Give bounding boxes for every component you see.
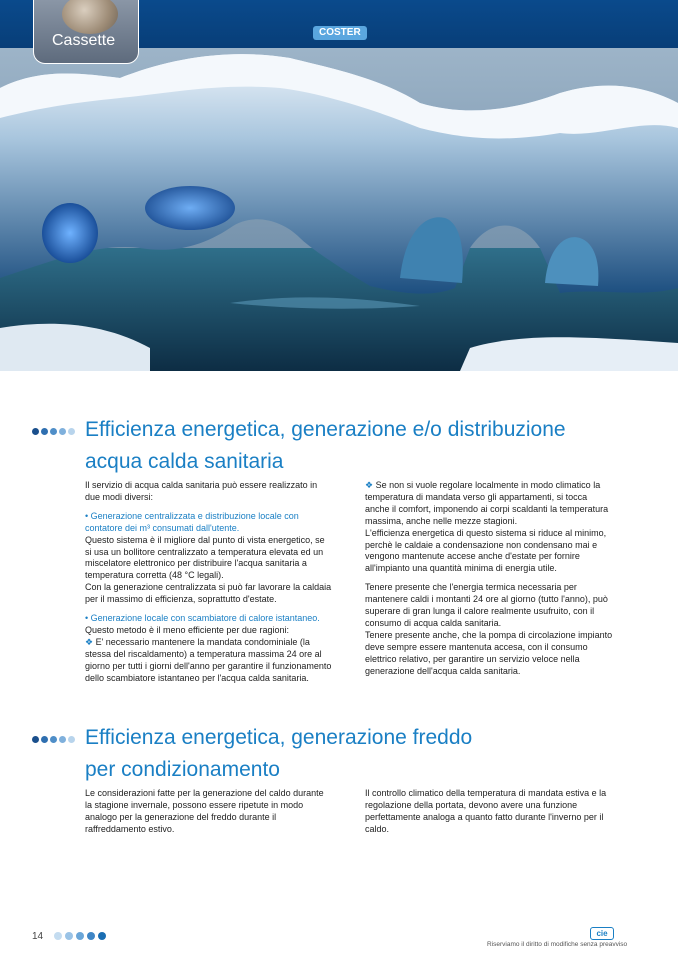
title-line: per condizionamento — [85, 758, 280, 781]
bullet-heading: • Generazione locale con scambiatore di calore istantaneo. — [85, 613, 320, 624]
dot — [59, 428, 66, 435]
dot — [54, 932, 62, 940]
dot — [68, 428, 75, 435]
body-paragraph: Il controllo climatico della temperatura di mandata estiva e la regolazione della portata, devono avere una funzione perfettamente analoga a quanto fatto durante l'inverno per il caldo. — [365, 788, 607, 834]
dot — [50, 736, 57, 743]
dot — [32, 736, 39, 743]
title-line: Efficienza energetica, generazione freddo — [85, 726, 473, 749]
section1-right-column — [365, 480, 613, 678]
body-paragraph: Le considerazioni fatte per la generazione del caldo durante la stagione invernale, possono essere ripetute in modo analogo per la generazione del freddo durante il raffreddamento estivo. — [85, 788, 324, 834]
body-paragraph: Con la generazione centralizzata si può far lavorare la caldaia per il massimo di efficienza, soprattutto d'estate. — [85, 582, 332, 605]
dot — [76, 932, 84, 940]
dot — [59, 736, 66, 743]
iceberg-illustration — [0, 48, 678, 371]
title-bullet-dots-1 — [32, 428, 75, 435]
section-title-freddo — [85, 722, 625, 786]
dot — [98, 932, 106, 940]
list-item-text: Se non si vuole regolare localmente in modo climatico la temperatura di mandata verso gli appartamenti, si tocca anche il comfort, imponendo ai corpi scaldanti la temperatura massima, anche nelle mezze stagioni. — [365, 480, 609, 526]
dot — [50, 428, 57, 435]
dot — [41, 428, 48, 435]
dot — [68, 736, 75, 743]
disclaimer-text: Riserviamo il diritto di modifiche senza preavviso — [487, 941, 628, 948]
diamond-bullet-icon: ❖ — [85, 636, 94, 647]
list-item — [365, 480, 613, 528]
list-item — [85, 637, 333, 685]
title-line: Efficienza energetica, generazione e/o distribuzione — [85, 418, 566, 441]
title-bullet-dots-2 — [32, 736, 75, 743]
dot — [41, 736, 48, 743]
cie-logo: cie — [590, 927, 614, 940]
footer-dots — [54, 932, 106, 940]
body-paragraph: L'efficienza energetica di questo sistema si riduce al minimo, perchè le caldaie a condensazione non condensano mai e vengono mantenute accese anche d'estate per fornire all'impianto una quantità minima di energia utile. — [365, 527, 607, 574]
brand-badge: COSTER — [313, 26, 367, 40]
body-paragraph: Tenere presente che l'energia termica necessaria per mantenere caldi i montanti 24 ore al giorno (tutto l'anno), può superare di gran lunga il calore realmente usufruito, con il consumo di acqua calda sanitaria. — [365, 582, 608, 628]
body-paragraph: Questo sistema è il migliore dal punto di vista energetico, se si usa un bollitore centralizzato a temperatura elevata ed un miscelatore elettronico per distribuire l'acqua sanitaria a temperatura corretta (48 °C legali). — [85, 534, 325, 581]
intro-paragraph: Il servizio di acqua calda sanitaria può essere realizzato in due modi diversi: — [85, 480, 318, 502]
body-paragraph: Tenere presente anche, che la pompa di circolazione impianto deve sempre essere mantenuta accesa, con il consumo elettrico relativo, per garantire un servizio veloce nella generazione dell'acqua calda sanitaria. — [365, 629, 613, 676]
body-paragraph: Questo metodo è il meno efficiente per due ragioni: — [85, 624, 289, 635]
dot — [65, 932, 73, 940]
section-title-acqua-calda — [85, 414, 625, 478]
page-number: 14 — [32, 931, 44, 942]
section2-right-column — [365, 788, 613, 836]
bullet-heading: • Generazione centralizzata e distribuzione locale con contatore dei m³ consumati dall'utente. — [85, 510, 299, 533]
diamond-bullet-icon: ❖ — [365, 480, 374, 490]
hero-image-iceberg — [0, 48, 678, 371]
tab-label: Cassette — [52, 32, 116, 49]
tab-thumbnail-image — [62, 0, 118, 34]
section-tab-cassette[interactable] — [33, 0, 139, 64]
dot — [32, 428, 39, 435]
title-line: acqua calda sanitaria — [85, 450, 284, 473]
section1-left-column — [85, 480, 333, 685]
dot — [87, 932, 95, 940]
section2-left-column — [85, 788, 333, 836]
list-item-text: E' necessario mantenere la mandata condominiale (la stessa del riscaldamento) a temperatura massima 24 ore al giorno per tutti i giorni dell'anno per garantire il funzionamento dello scambiatore istantaneo per l'acqua calda sanitaria. — [85, 636, 332, 683]
